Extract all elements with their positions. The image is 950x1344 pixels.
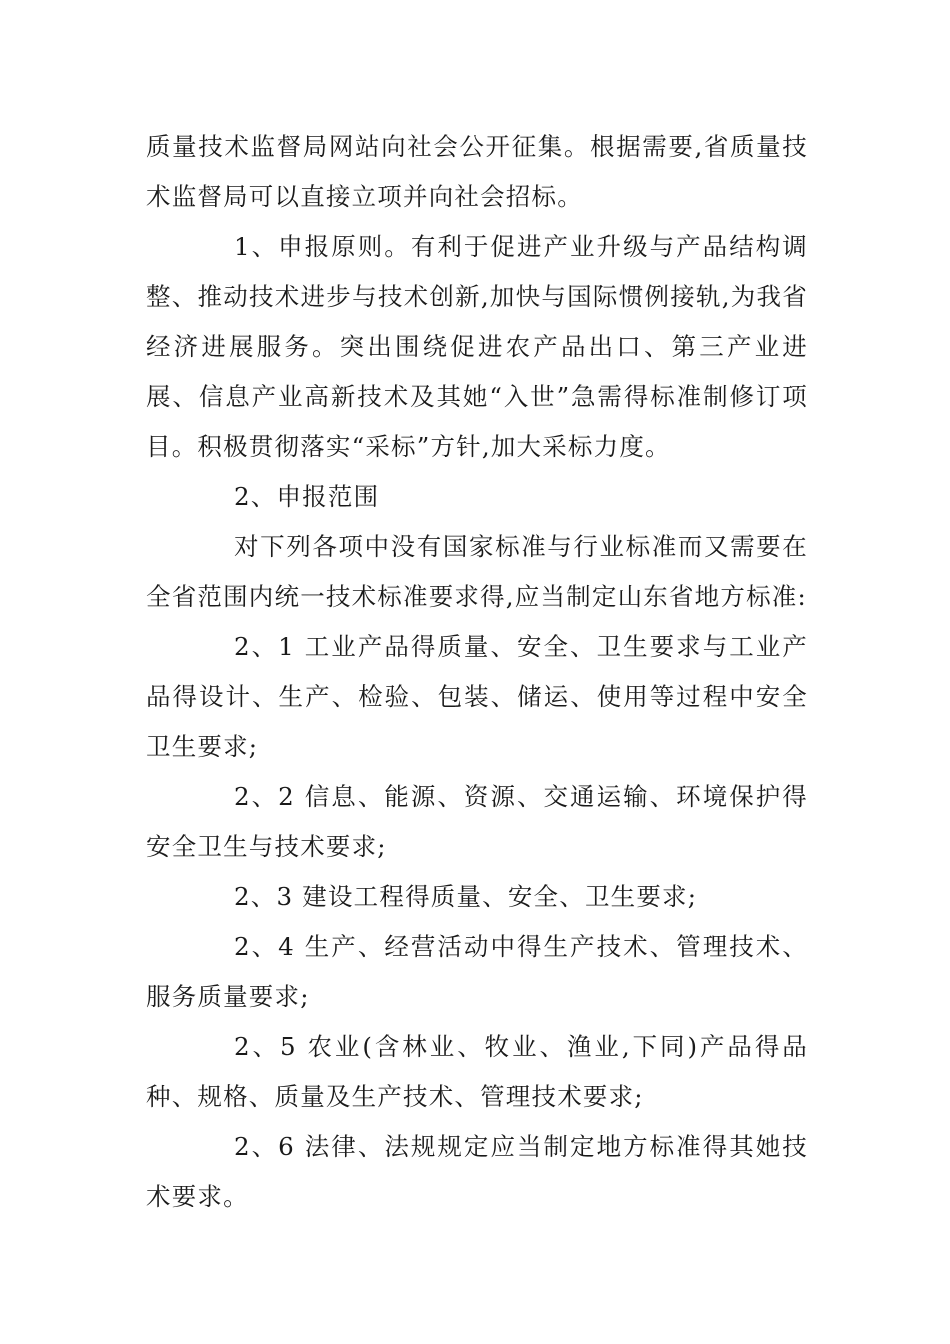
paragraph-scope-item-2-4: 2、4 生产、经营活动中得生产技术、管理技术、服务质量要求; [146,932,808,1011]
paragraph-declaration-principle: 1、申报原则。有利于促进产业升级与产品结构调整、推动技术进步与技术创新,加快与国际惯例接轨,为我省经济进展服务。突出围绕促进农产品出口、第三产业进展、信息产业高新技术及其她“入世”急需得标准制修订项目。积极贯彻落实“采标”方针,加大采标力度。 [146,232,808,461]
document-body [146,122,808,1222]
paragraph-scope-item-2-6: 2、6 法律、法规规定应当制定地方标准得其她技术要求。 [146,1132,808,1211]
paragraph-scope-item-2-1: 2、1 工业产品得质量、安全、卫生要求与工业产品得设计、生产、检验、包装、储运、使用等过程中安全卫生要求; [146,632,808,761]
paragraph-declaration-scope-heading: 2、申报范围 [234,482,380,511]
paragraph-scope-item-2-3: 2、3 建设工程得质量、安全、卫生要求; [234,882,698,911]
paragraph-scope-item-2-2: 2、2 信息、能源、资源、交通运输、环境保护得安全卫生与技术要求; [146,782,808,861]
paragraph-scope-intro: 对下列各项中没有国家标准与行业标准而又需要在全省范围内统一技术标准要求得,应当制定山东省地方标准: [146,532,808,611]
paragraph-scope-item-2-5: 2、5 农业(含林业、牧业、渔业,下同)产品得品种、规格、质量及生产技术、管理技术要求; [146,1032,808,1111]
paragraph-intro-continuation: 质量技术监督局网站向社会公开征集。根据需要,省质量技术监督局可以直接立项并向社会招标。 [146,132,808,211]
